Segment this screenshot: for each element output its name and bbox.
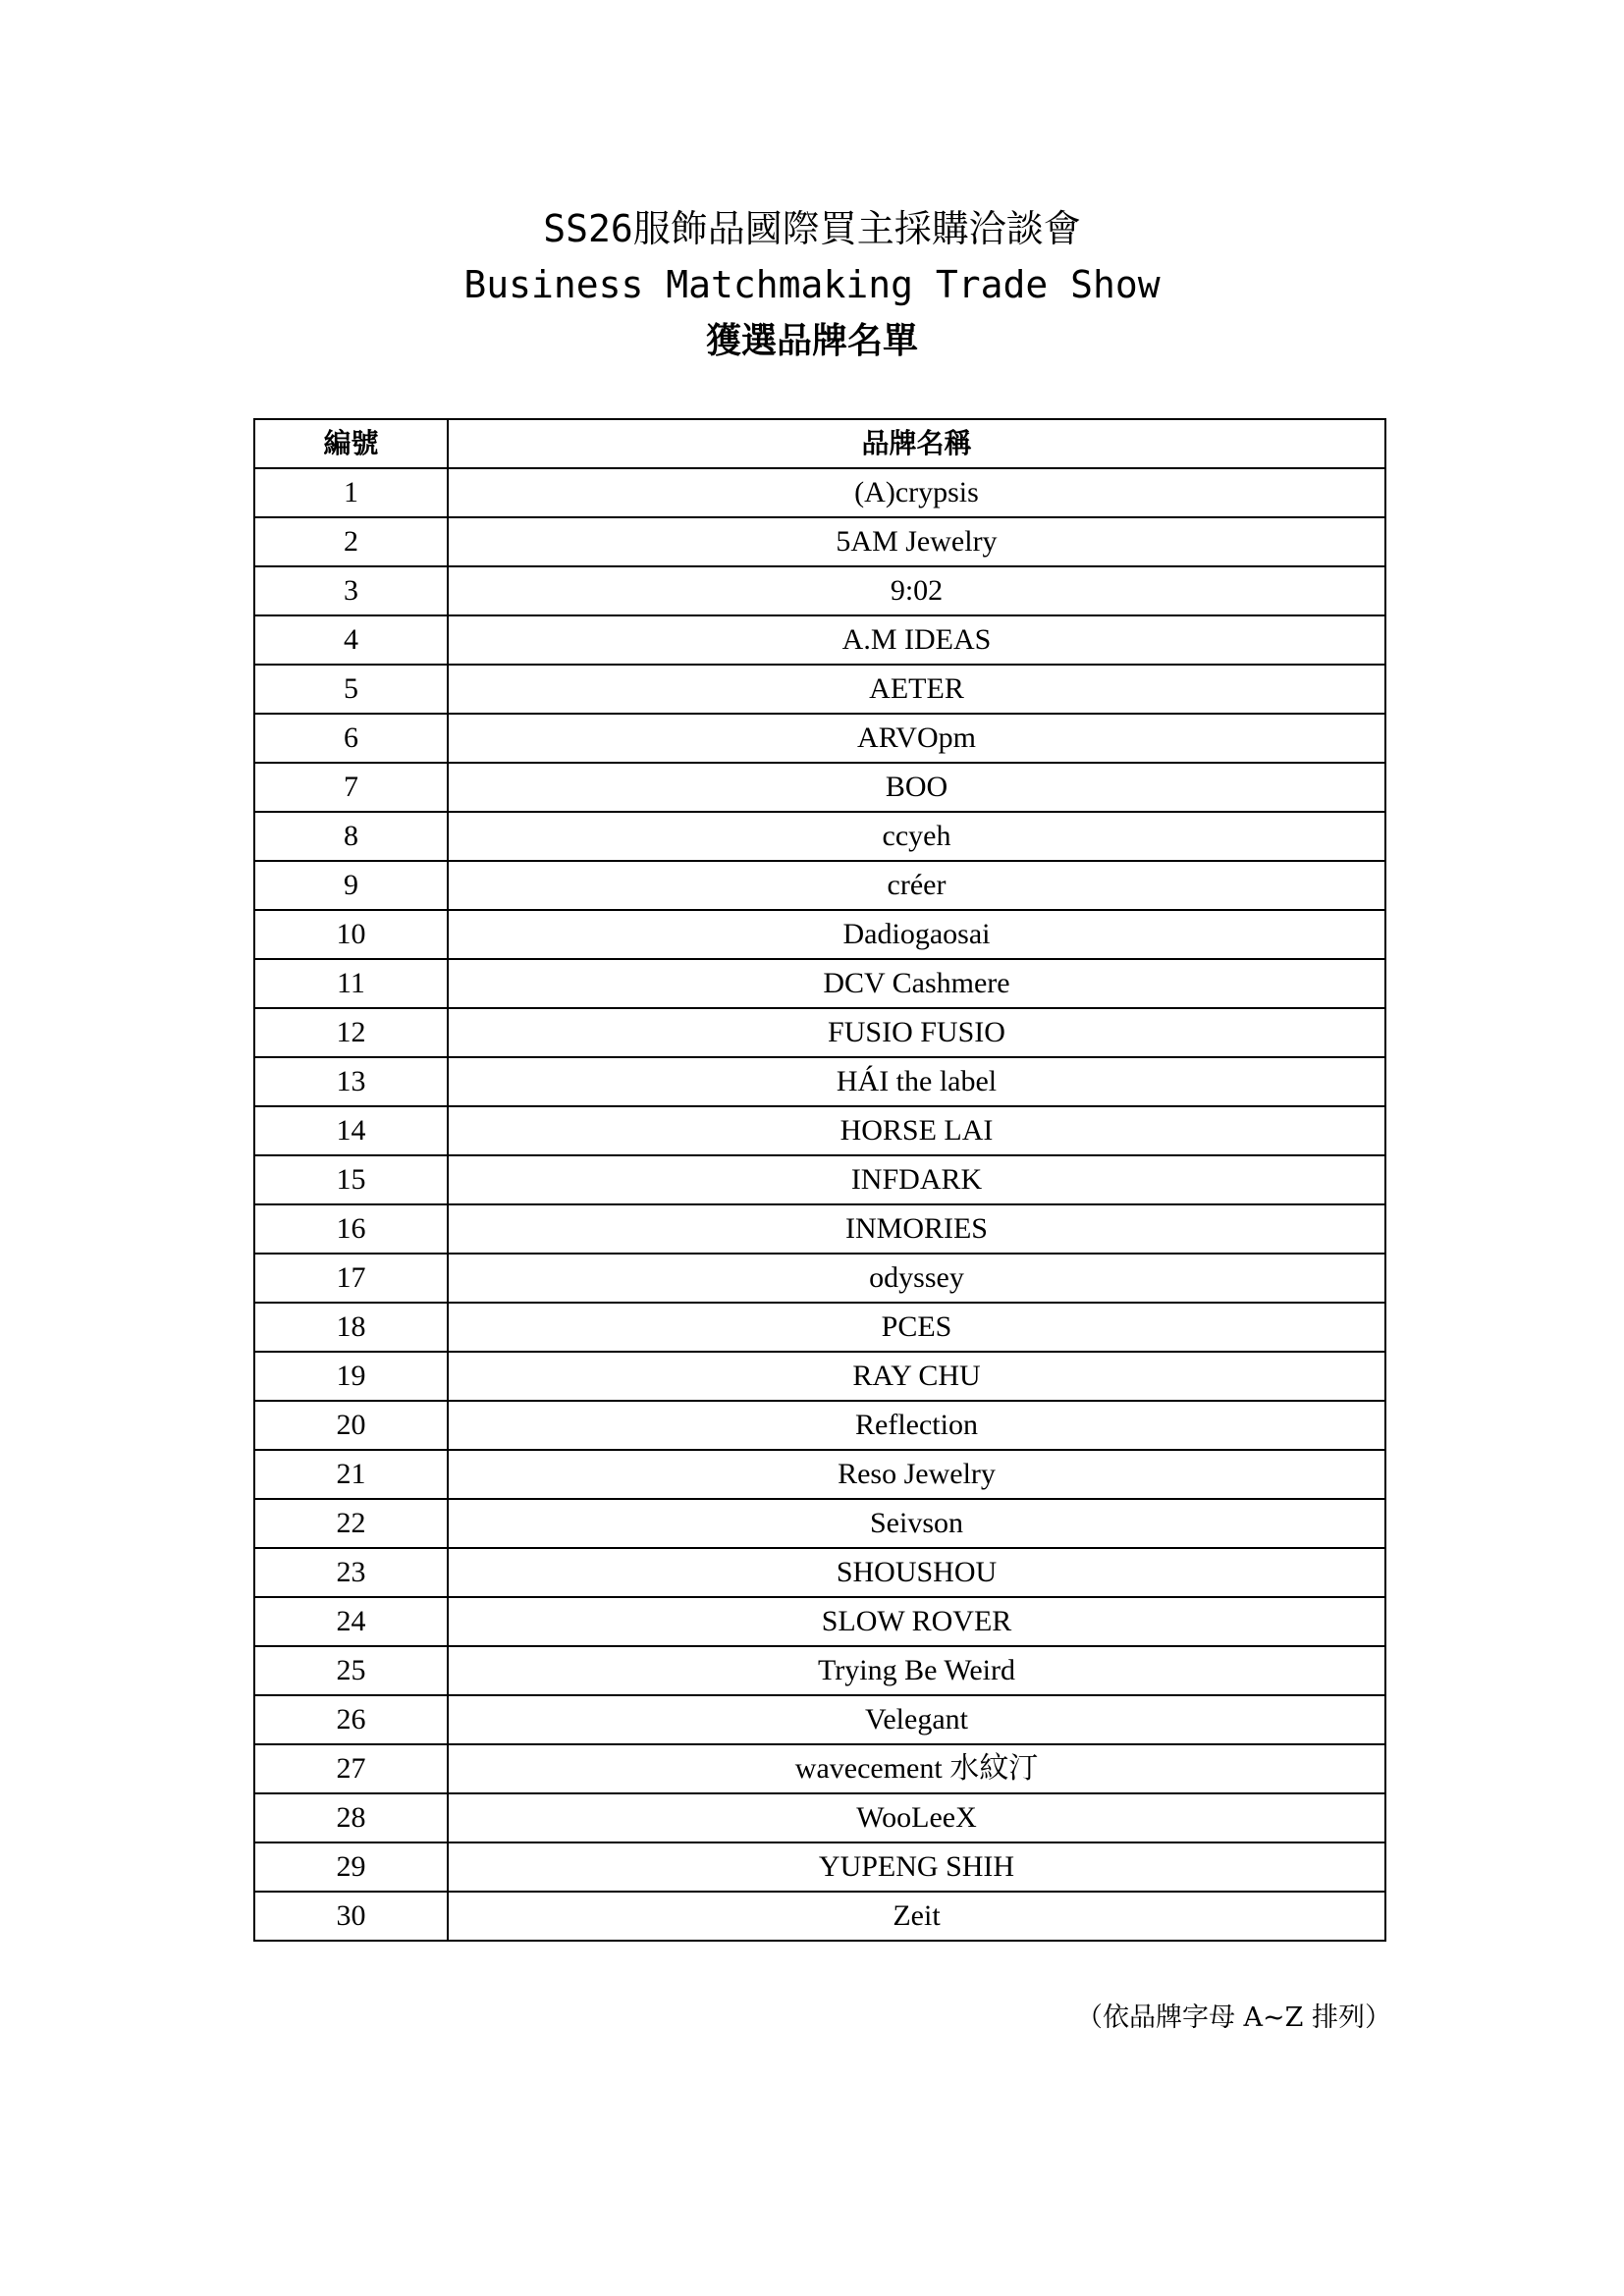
brand-name: AETER <box>448 665 1385 714</box>
table-row <box>254 910 1385 959</box>
table-row <box>254 1842 1385 1892</box>
table-row <box>254 1008 1385 1057</box>
table-row <box>254 1155 1385 1204</box>
table-row <box>254 1450 1385 1499</box>
table-row <box>254 468 1385 517</box>
row-number: 4 <box>254 615 448 665</box>
table-row <box>254 1499 1385 1548</box>
table-row <box>254 861 1385 910</box>
row-number: 10 <box>254 910 448 959</box>
row-number: 25 <box>254 1646 448 1695</box>
row-number: 20 <box>254 1401 448 1450</box>
table-row <box>254 714 1385 763</box>
row-number: 16 <box>254 1204 448 1254</box>
row-number: 15 <box>254 1155 448 1204</box>
table-row <box>254 1646 1385 1695</box>
table-row <box>254 1254 1385 1303</box>
row-number: 18 <box>254 1303 448 1352</box>
row-number: 24 <box>254 1597 448 1646</box>
table-row <box>254 1401 1385 1450</box>
table-row <box>254 1352 1385 1401</box>
brand-name: Dadiogaosai <box>448 910 1385 959</box>
row-number: 3 <box>254 566 448 615</box>
row-number: 30 <box>254 1892 448 1941</box>
brand-name: WooLeeX <box>448 1793 1385 1842</box>
brand-name: A.M IDEAS <box>448 615 1385 665</box>
row-number: 7 <box>254 763 448 812</box>
sort-note: （依品牌字母 A~Z 排列） <box>1075 2002 1391 2033</box>
brand-name: Trying Be Weird <box>448 1646 1385 1695</box>
page-subtitle: 獲選品牌名單 <box>705 320 918 361</box>
row-number: 14 <box>254 1106 448 1155</box>
row-number: 19 <box>254 1352 448 1401</box>
row-number: 5 <box>254 665 448 714</box>
table-row <box>254 1057 1385 1106</box>
brand-name: 9:02 <box>448 566 1385 615</box>
table-row <box>254 566 1385 615</box>
brand-name: odyssey <box>448 1254 1385 1303</box>
row-number: 21 <box>254 1450 448 1499</box>
brand-name: Velegant <box>448 1695 1385 1744</box>
brand-name: INFDARK <box>448 1155 1385 1204</box>
brand-name: BOO <box>448 763 1385 812</box>
column-header-brand-name: 品牌名稱 <box>448 419 1385 468</box>
row-number: 23 <box>254 1548 448 1597</box>
table-row <box>254 959 1385 1008</box>
row-number: 22 <box>254 1499 448 1548</box>
column-header-number: 編號 <box>254 419 448 468</box>
brand-name: créer <box>448 861 1385 910</box>
document-header <box>0 201 1624 369</box>
row-number: 28 <box>254 1793 448 1842</box>
brand-name: Seivson <box>448 1499 1385 1548</box>
row-number: 6 <box>254 714 448 763</box>
brand-name: RAY CHU <box>448 1352 1385 1401</box>
table-row <box>254 763 1385 812</box>
brand-name: wavecement 水紋汀 <box>448 1744 1385 1793</box>
page-title-en: Business Matchmaking Trade Show <box>463 263 1161 306</box>
brand-name: Reso Jewelry <box>448 1450 1385 1499</box>
row-number: 2 <box>254 517 448 566</box>
row-number: 11 <box>254 959 448 1008</box>
brand-name: Reflection <box>448 1401 1385 1450</box>
brand-name: SHOUSHOU <box>448 1548 1385 1597</box>
table-row <box>254 1695 1385 1744</box>
table-row <box>254 1548 1385 1597</box>
table-header-row <box>254 419 1385 468</box>
table-row <box>254 1892 1385 1941</box>
brand-name: DCV Cashmere <box>448 959 1385 1008</box>
brand-name: ccyeh <box>448 812 1385 861</box>
row-number: 13 <box>254 1057 448 1106</box>
table-row <box>254 1744 1385 1793</box>
row-number: 29 <box>254 1842 448 1892</box>
row-number: 9 <box>254 861 448 910</box>
page-title-zh: SS26服飾品國際買主採購洽談會 <box>543 207 1081 250</box>
table-body <box>254 468 1385 1941</box>
brand-name: YUPENG SHIH <box>448 1842 1385 1892</box>
brand-name: HÁI the label <box>448 1057 1385 1106</box>
table-row <box>254 1106 1385 1155</box>
brand-list-table <box>253 418 1386 1942</box>
brand-name: SLOW ROVER <box>448 1597 1385 1646</box>
brand-name: 5AM Jewelry <box>448 517 1385 566</box>
table-row <box>254 1204 1385 1254</box>
brand-name: FUSIO FUSIO <box>448 1008 1385 1057</box>
brand-name: Zeit <box>448 1892 1385 1941</box>
table-row <box>254 665 1385 714</box>
table-row <box>254 615 1385 665</box>
row-number: 8 <box>254 812 448 861</box>
table-row <box>254 517 1385 566</box>
row-number: 1 <box>254 468 448 517</box>
brand-name: ARVOpm <box>448 714 1385 763</box>
brand-name: INMORIES <box>448 1204 1385 1254</box>
table-row <box>254 1597 1385 1646</box>
row-number: 27 <box>254 1744 448 1793</box>
row-number: 26 <box>254 1695 448 1744</box>
table-row <box>254 1303 1385 1352</box>
table-row <box>254 812 1385 861</box>
brand-name: (A)crypsis <box>448 468 1385 517</box>
brand-name: HORSE LAI <box>448 1106 1385 1155</box>
table-row <box>254 1793 1385 1842</box>
row-number: 17 <box>254 1254 448 1303</box>
row-number: 12 <box>254 1008 448 1057</box>
brand-name: PCES <box>448 1303 1385 1352</box>
